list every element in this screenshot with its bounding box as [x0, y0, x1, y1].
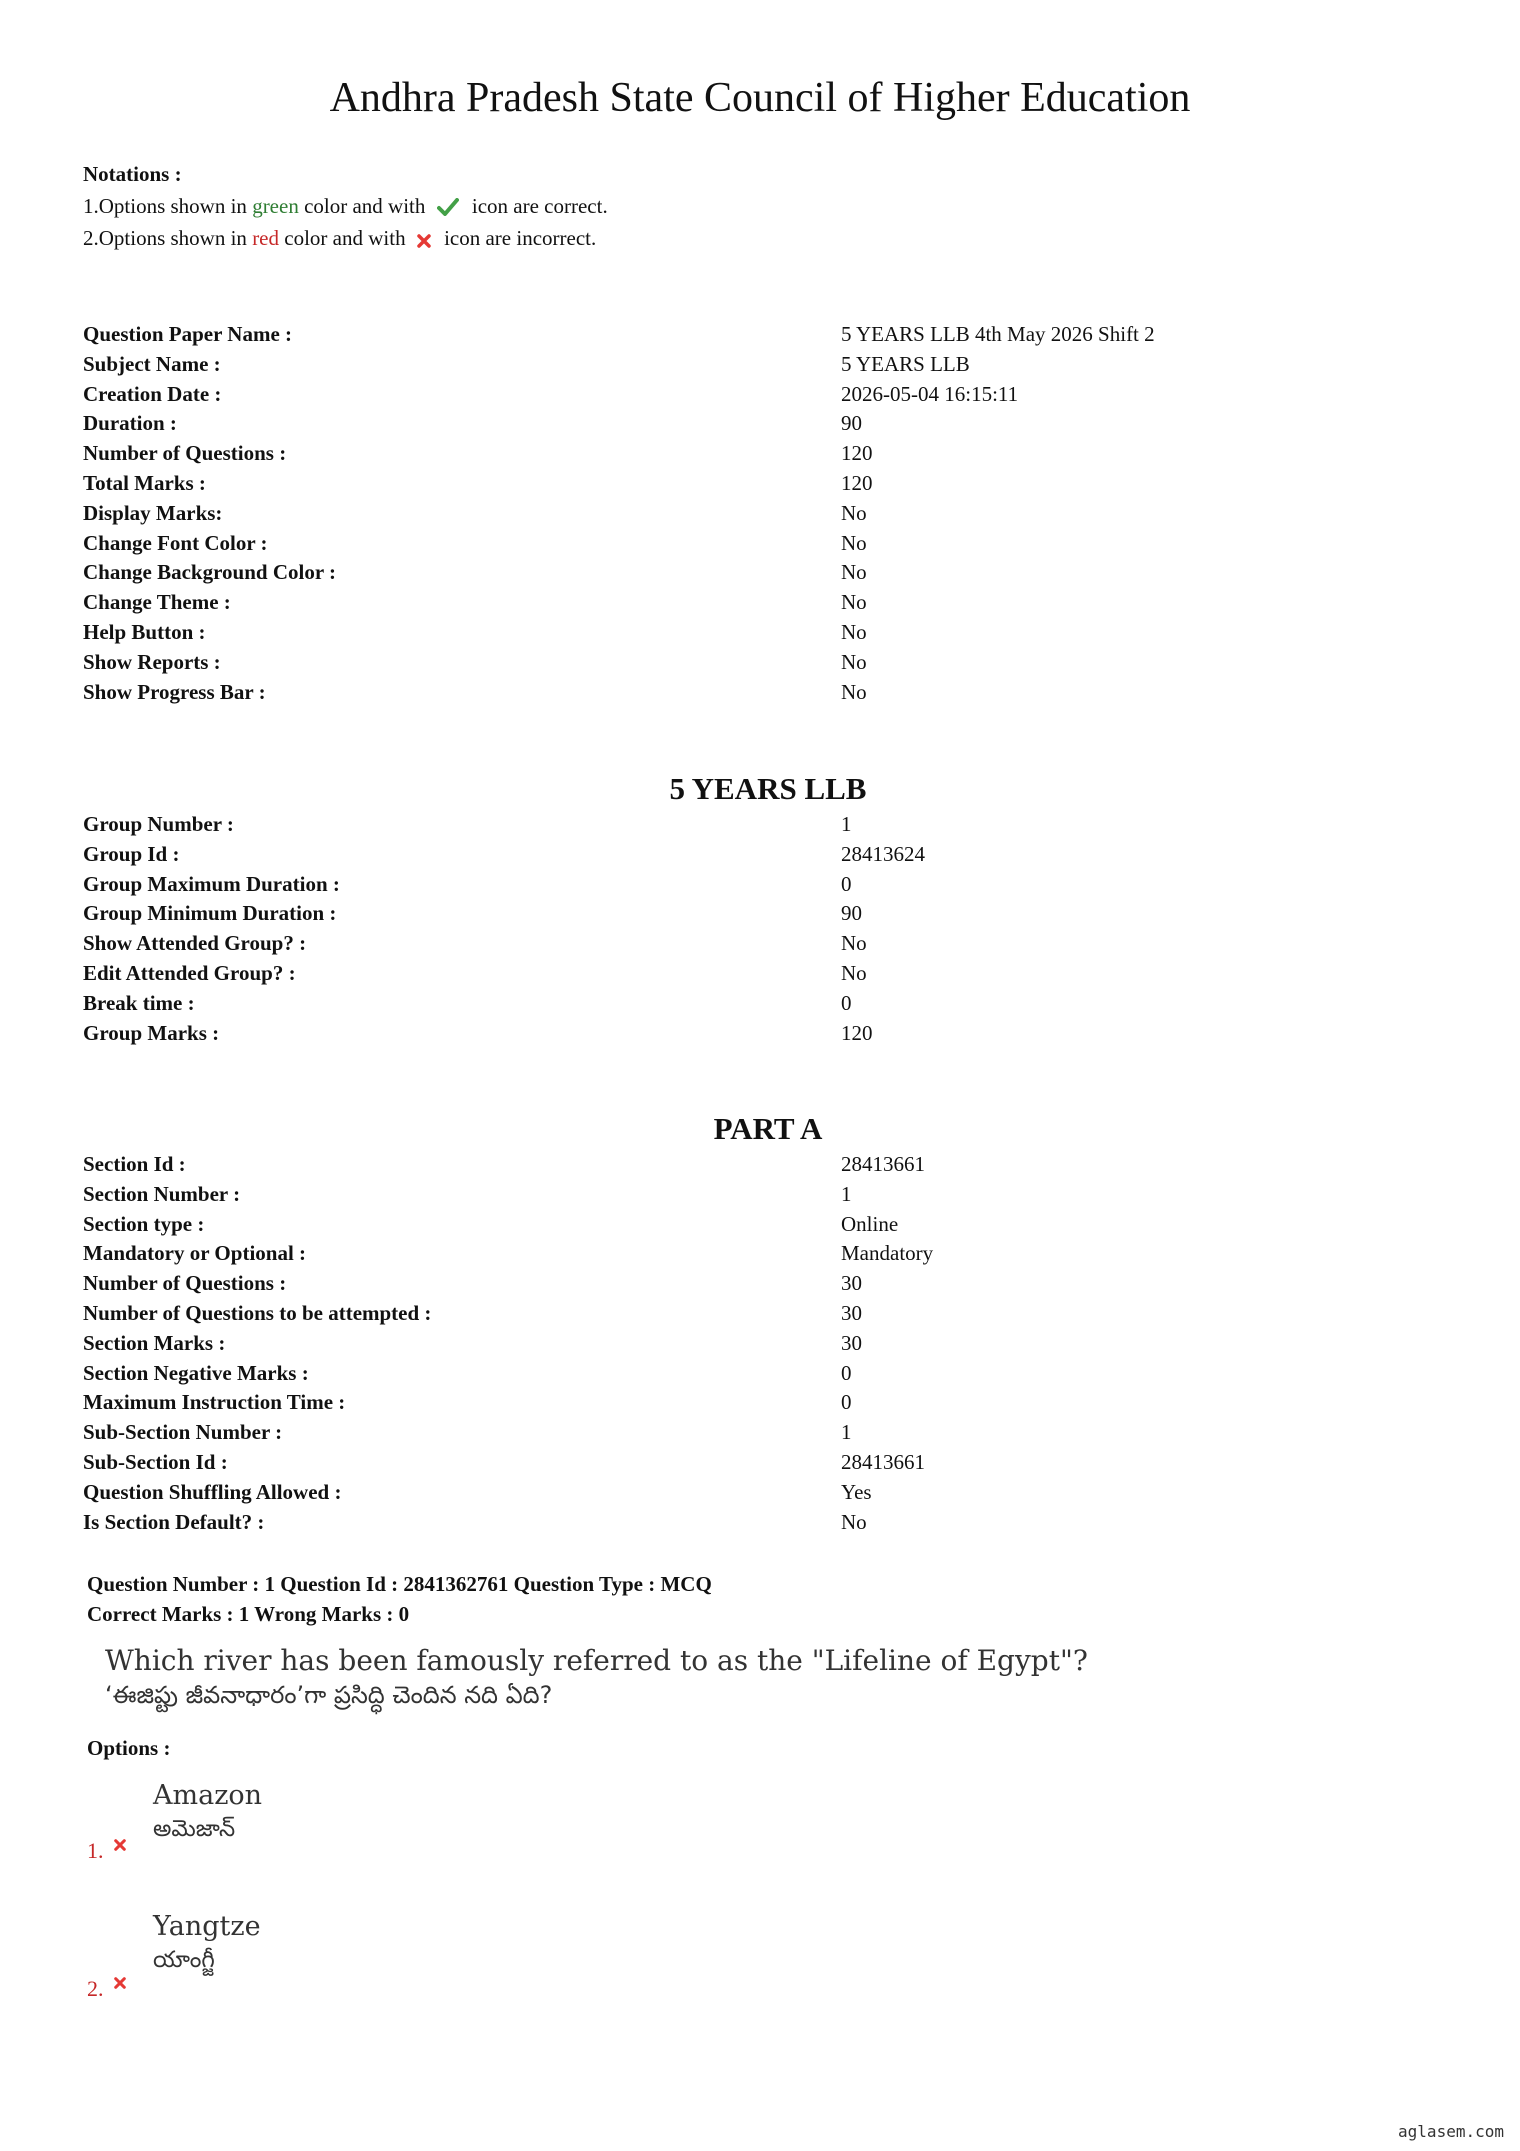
question-header [87, 1569, 712, 1629]
notation-text: color and with [298, 194, 431, 218]
info-row [83, 678, 1383, 708]
info-value: 28413624 [841, 841, 925, 866]
info-row [83, 870, 1383, 900]
info-label: Show Progress Bar : [83, 679, 266, 704]
options-label: Options : [87, 1736, 171, 1760]
page-title: Andhra Pradesh State Council of Higher Education [329, 75, 1191, 121]
option-1[interactable] [87, 1772, 687, 1872]
info-label: Break time : [83, 990, 195, 1015]
info-value: No [841, 619, 867, 644]
info-value: No [841, 649, 867, 674]
info-label: Show Attended Group? : [83, 931, 307, 956]
info-label: Help Button : [83, 619, 206, 644]
notation-correct [83, 190, 608, 222]
info-value: 28413661 [841, 1152, 925, 1176]
option-number: 1. [87, 1838, 104, 1863]
info-row [83, 1019, 1383, 1049]
notation-text: 2.Options shown in [83, 226, 253, 250]
info-row [83, 409, 1383, 439]
info-row [83, 618, 1383, 648]
info-value: 0 [841, 990, 852, 1015]
info-label: Number of Questions : [83, 441, 287, 466]
info-value: 2026-05-04 16:15:11 [841, 381, 1019, 406]
info-label: Total Marks : [83, 470, 206, 495]
notation-incorrect [83, 222, 608, 254]
info-value: Mandatory [841, 1241, 934, 1266]
group-heading: 5 YEARS LLB [669, 771, 867, 806]
section-heading: PART A [713, 1111, 823, 1146]
option-number: 2. [87, 1976, 104, 2001]
info-value: 90 [841, 901, 862, 926]
info-value: Yes [841, 1479, 872, 1504]
info-row [83, 380, 1383, 410]
info-value: 120 [841, 441, 873, 466]
question-text-english: Which river has been famously referred to as the "Lifeline of Egypt"? [105, 1644, 1088, 1677]
info-row [83, 1418, 1383, 1448]
info-value: 120 [841, 1020, 873, 1045]
info-value: 0 [841, 1390, 852, 1415]
info-row [83, 899, 1383, 929]
info-label: Creation Date : [83, 381, 222, 406]
info-label: Sub-Section Number : [83, 1420, 283, 1445]
group-info-table [83, 810, 1383, 1048]
info-label: Number of Questions to be attempted : [83, 1300, 432, 1325]
info-label: Section type : [83, 1211, 205, 1236]
info-label: Display Marks: [83, 500, 223, 525]
info-value: 1 [841, 1420, 852, 1445]
info-value: 28413661 [841, 1449, 925, 1474]
info-label: Section Negative Marks : [83, 1360, 309, 1385]
info-row [83, 499, 1383, 529]
info-value: 120 [841, 470, 873, 495]
info-row [83, 1329, 1383, 1359]
info-label: Group Number : [83, 812, 234, 836]
option-text-telugu: అమెజాన్ [153, 1816, 236, 1842]
info-label: Group Id : [83, 841, 180, 866]
info-row [83, 989, 1383, 1019]
info-row [83, 840, 1383, 870]
info-label: Change Font Color : [83, 530, 268, 555]
footer-watermark: aglasem.com [1398, 2122, 1504, 2141]
info-row [83, 959, 1383, 989]
info-value: No [841, 1509, 867, 1534]
info-label: Mandatory or Optional : [83, 1241, 307, 1266]
info-value: Online [841, 1211, 899, 1236]
info-row [83, 1359, 1383, 1389]
info-label: Subject Name : [83, 351, 221, 376]
info-value: 0 [841, 1360, 852, 1385]
info-row [83, 529, 1383, 559]
info-row [83, 1150, 1383, 1180]
info-label: Sub-Section Id : [83, 1449, 228, 1474]
info-label: Group Marks : [83, 1020, 220, 1045]
notation-color-word: red [252, 226, 280, 250]
info-row [83, 929, 1383, 959]
info-row [83, 648, 1383, 678]
option-text-english: Yangtze [153, 1911, 261, 1942]
info-label: Question Shuffling Allowed : [83, 1479, 342, 1504]
info-row [83, 1299, 1383, 1329]
option-2[interactable] [87, 1903, 687, 2003]
info-label: Edit Attended Group? : [83, 960, 296, 985]
question-text [105, 1644, 1088, 1712]
info-value: No [841, 530, 867, 555]
info-value: 0 [841, 871, 852, 896]
info-label: Group Maximum Duration : [83, 871, 340, 896]
info-label: Group Minimum Duration : [83, 901, 337, 926]
info-label: Is Section Default? : [83, 1509, 265, 1534]
info-row [83, 558, 1383, 588]
notation-text: 1.Options shown in [83, 194, 253, 218]
info-row [83, 320, 1383, 350]
info-value: No [841, 560, 867, 585]
info-value: No [841, 960, 867, 985]
info-value: 30 [841, 1330, 862, 1355]
section-info-table [83, 1150, 1383, 1537]
question-text-telugu: ‘ఈజిప్టు జీవనాధారం’గా ప్రసిద్ధి చెందిన నది ఏది? [105, 1681, 553, 1709]
info-row [83, 810, 1383, 840]
cross-icon [114, 1976, 126, 1994]
info-value: 30 [841, 1300, 862, 1325]
paper-info-table [83, 320, 1383, 707]
info-row [83, 1180, 1383, 1210]
option-text-telugu: యాంగ్జీ [153, 1947, 215, 1973]
info-value: No [841, 931, 867, 956]
option-text-english: Amazon [153, 1780, 263, 1811]
info-label: Section Number : [83, 1181, 241, 1206]
info-label: Section Id : [83, 1152, 186, 1176]
info-row [83, 588, 1383, 618]
info-row [83, 1239, 1383, 1269]
notation-text: icon are correct. [466, 194, 608, 218]
info-value: No [841, 590, 867, 615]
notations [83, 158, 608, 254]
info-row [83, 350, 1383, 380]
info-value: 1 [841, 1181, 852, 1206]
info-value: No [841, 679, 867, 704]
question-marks: Correct Marks : 1 Wrong Marks : 0 [87, 1602, 410, 1626]
info-label: Change Theme : [83, 590, 231, 615]
notation-text: color and with [279, 226, 411, 250]
info-label: Change Background Color : [83, 560, 337, 585]
info-value: 5 YEARS LLB [841, 351, 970, 376]
info-row [83, 469, 1383, 499]
info-row [83, 1210, 1383, 1240]
info-row [83, 1478, 1383, 1508]
info-label: Number of Questions : [83, 1271, 287, 1296]
notations-heading: Notations : [83, 162, 182, 186]
cross-icon [114, 1838, 126, 1856]
check-icon [437, 198, 459, 216]
notation-color-word: green [252, 194, 299, 218]
question-meta: Question Number : 1 Question Id : 2841362761 Question Type : MCQ [87, 1572, 712, 1596]
info-label: Show Reports : [83, 649, 221, 674]
info-row [83, 1269, 1383, 1299]
info-value: 1 [841, 812, 852, 836]
info-value: 90 [841, 411, 862, 436]
info-label: Question Paper Name : [83, 322, 293, 346]
notation-text: icon are incorrect. [438, 226, 597, 250]
info-label: Duration : [83, 411, 177, 436]
info-row [83, 439, 1383, 469]
cross-icon [417, 234, 431, 248]
info-row [83, 1388, 1383, 1418]
info-row [83, 1508, 1383, 1538]
info-value: No [841, 500, 867, 525]
info-value: 5 YEARS LLB 4th May 2026 Shift 2 [841, 322, 1155, 346]
info-row [83, 1448, 1383, 1478]
info-label: Maximum Instruction Time : [83, 1390, 346, 1415]
info-value: 30 [841, 1271, 862, 1296]
info-label: Section Marks : [83, 1330, 226, 1355]
